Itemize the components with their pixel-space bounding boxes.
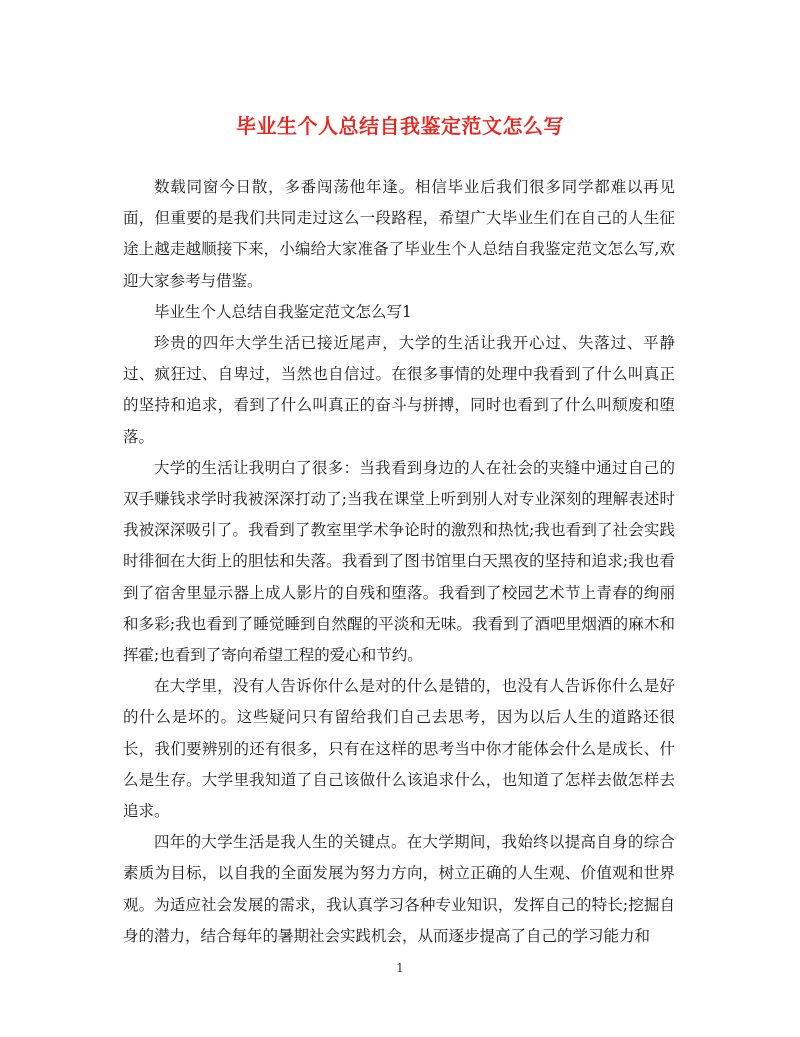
- paragraph-intro: 数载同窗今日散，多番闯荡他年逢。相信毕业后我们很多同学都难以再见面，但重要的是我们共同走过这么一段路程，希望广大毕业生们在自己的人生征途上越走越顺接下来，小编给大家准备了毕业生个人总结自我鉴定范文怎么写,欢迎大家参考与借鉴。: [123, 178, 675, 290]
- paragraph-1: 珍贵的四年大学生活已接近尾声，大学的生活让我开心过、失落过、平静过、疯狂过、自卑过，当然也自信过。在很多事情的处理中我看到了什么叫真正的坚持和追求，看到了什么叫真正的奋斗与拼搏，同时也看到了什么叫颓废和堕落。: [123, 334, 675, 446]
- document-body: [123, 172, 675, 952]
- paragraph-2: 大学的生活让我明白了很多：当我看到身边的人在社会的夹缝中通过自己的双手赚钱求学时我被深深打动了;当我在课堂上听到别人对专业深刻的理解表述时我被深深吸引了。我看到了教室里学术争论时的激烈和热忱;我也看到了社会实践时徘徊在大街上的胆怯和失落。我看到了图书馆里白天黑夜的坚持和追求;我也看到了宿舍里显示器上成人影片的自残和堕落。我看到了校园艺术节上青春的绚丽和多彩;我也看到了睡觉睡到自然醒的平淡和无味。我看到了酒吧里烟酒的麻木和挥霍;也看到了寄向希望工程的爱心和节约。: [123, 458, 675, 665]
- paragraph-4: 四年的大学生活是我人生的关键点。在大学期间，我始终以提高自身的综合素质为目标，以自我的全面发展为努力方向，树立正确的人生观、价值观和世界观。为适应社会发展的需求，我认真学习各种专业知识，发挥自己的特长;挖掘自身的潜力，结合每年的暑期社会实践机会，从而逐步提高了自己的学习能力和: [123, 833, 675, 945]
- page-number: 1: [396, 961, 404, 975]
- document-title: 毕业生个人总结自我鉴定范文怎么写: [236, 114, 564, 138]
- paragraph-3: 在大学里，没有人告诉你什么是对的什么是错的，也没有人告诉你什么是好的什么是坏的。这些疑问只有留给我们自己去思考，因为以后人生的道路还很长，我们要辨别的还有很多，只有在这样的思考当中你才能体会什么是成长、什么是生存。大学里我知道了自己该做什么该追求什么，也知道了怎样去做怎样去追求。: [123, 677, 675, 821]
- section-heading: 毕业生个人总结自我鉴定范文怎么写1: [154, 302, 412, 321]
